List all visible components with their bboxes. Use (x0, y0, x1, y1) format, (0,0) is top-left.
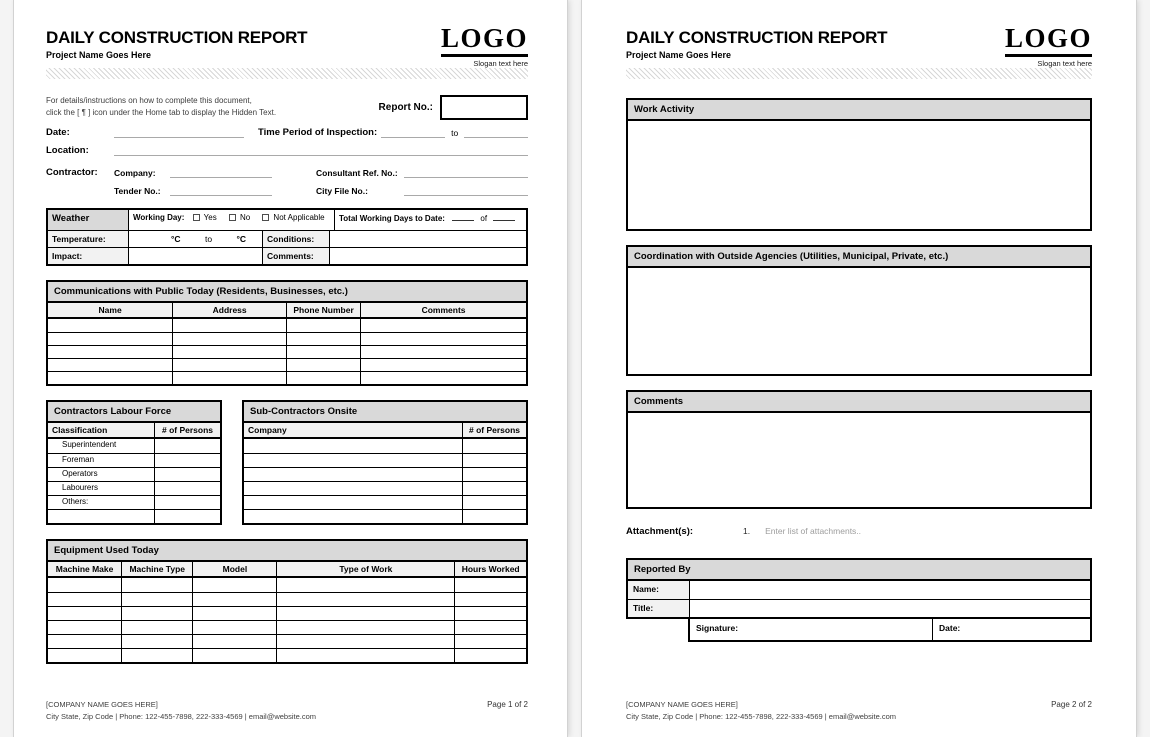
signature-label: Signature: (696, 622, 739, 633)
signature-field[interactable] (690, 619, 933, 640)
signature-date-field[interactable] (933, 619, 1090, 640)
impact-label: Impact: (48, 248, 128, 264)
equipment-row[interactable] (48, 634, 526, 648)
checkbox-no[interactable] (229, 214, 236, 221)
subcontractor-row[interactable] (244, 481, 526, 495)
labour-force-table (46, 400, 222, 525)
weather-comments-label: Comments: (262, 248, 329, 264)
page-footer (626, 699, 1092, 723)
labour-count-field[interactable] (154, 468, 220, 481)
title-field[interactable] (690, 600, 1090, 617)
hatched-divider (46, 68, 528, 79)
document-page-2 (582, 0, 1136, 737)
labour-count-field[interactable] (154, 496, 220, 509)
subcontractors-table (242, 400, 528, 525)
coordination-section (626, 245, 1092, 376)
equipment-row[interactable] (48, 578, 526, 592)
time-period-label: Time Period of Inspection: (258, 126, 378, 138)
col-model: Model (192, 562, 276, 576)
subcontractor-row[interactable] (244, 495, 526, 509)
labour-classification: Foreman (62, 454, 95, 464)
communications-row[interactable] (48, 371, 526, 384)
comments-title: Comments (626, 390, 1092, 413)
page-number: Page 2 of 2 (1051, 700, 1092, 709)
temperature-label: Temperature: (48, 231, 128, 247)
hatched-divider (626, 68, 1092, 79)
project-name-subtitle: Project Name Goes Here (46, 49, 152, 60)
days-count-field[interactable] (452, 213, 474, 221)
weather-title: Weather (48, 210, 128, 230)
equipment-row[interactable] (48, 592, 526, 606)
location-field[interactable] (114, 145, 528, 156)
signature-date-label: Date: (939, 622, 961, 633)
option-no-label: No (239, 212, 251, 222)
work-activity-field[interactable] (626, 121, 1092, 231)
col-machine-make: Machine Make (55, 563, 114, 574)
total-working-days-label: Total Working Days to Date: (339, 213, 445, 223)
to-label: to (451, 127, 459, 138)
communications-row[interactable] (48, 332, 526, 345)
temperature-field[interactable]: °C to °C (128, 231, 262, 247)
coordination-field[interactable] (626, 268, 1092, 376)
logo (440, 23, 528, 68)
labour-classification: Operators (62, 468, 98, 478)
work-activity-title: Work Activity (626, 98, 1092, 121)
comments-section (626, 390, 1092, 509)
instructions-text: For details/instructions on how to complete this document, click the [ ¶ ] icon under the Home tab to display the Hidden Text. (46, 95, 277, 117)
city-file-field[interactable] (404, 185, 528, 196)
communications-table (46, 280, 528, 386)
labour-classification-field[interactable] (48, 510, 154, 523)
impact-field[interactable] (128, 248, 262, 264)
labour-count-field[interactable] (154, 454, 220, 467)
consultant-ref-label: Consultant Ref. No.: (316, 167, 398, 178)
work-activity-section (626, 98, 1092, 231)
date-label: Date: (46, 126, 70, 138)
col-persons: # of Persons (154, 423, 220, 437)
checkbox-not-applicable[interactable] (262, 214, 269, 221)
footer-company: [COMPANY NAME GOES HERE] (46, 700, 158, 709)
document-title: DAILY CONSTRUCTION REPORT (626, 28, 888, 47)
conditions-label: Conditions: (262, 231, 329, 247)
attachment-list-number: 1. (743, 525, 751, 536)
equipment-row[interactable] (48, 648, 526, 662)
labour-classification: Labourers (62, 482, 99, 492)
equipment-row[interactable] (48, 606, 526, 620)
working-day-label: Working Day: (133, 212, 185, 222)
report-no-label: Report No.: (378, 101, 433, 113)
col-machine-type: Machine Type (121, 562, 192, 576)
logo-slogan: Slogan text here (473, 58, 528, 68)
logo-slogan: Slogan text here (1037, 58, 1092, 68)
consultant-ref-field[interactable] (404, 167, 528, 178)
col-type-of-work: Type of Work (276, 562, 454, 576)
labour-classification: Others: (62, 496, 89, 506)
option-yes-label: Yes (203, 212, 217, 222)
page-number: Page 1 of 2 (487, 700, 528, 709)
labour-classification: Superintendent (62, 439, 117, 449)
company-field[interactable] (170, 167, 272, 178)
coordination-title: Coordination with Outside Agencies (Utilities, Municipal, Private, etc.) (626, 245, 1092, 268)
contractor-label: Contractor: (46, 166, 98, 178)
page-header (46, 0, 528, 79)
city-file-label: City File No.: (316, 185, 368, 196)
document-title: DAILY CONSTRUCTION REPORT (46, 28, 308, 47)
attachments-label: Attachment(s): (626, 525, 694, 537)
labour-count-field[interactable] (154, 510, 220, 523)
col-hours-worked: Hours Worked (454, 562, 526, 576)
tender-no-label: Tender No.: (114, 185, 161, 196)
equipment-title: Equipment Used Today (48, 541, 526, 562)
name-field[interactable] (690, 581, 1090, 599)
document-page-1 (14, 0, 567, 737)
location-label: Location: (46, 144, 89, 156)
subcontractor-row[interactable] (244, 439, 526, 453)
weather-comments-field[interactable] (329, 248, 526, 264)
labour-count-field[interactable] (154, 482, 220, 495)
time-from-field[interactable] (381, 127, 445, 138)
subcontractor-row[interactable] (244, 467, 526, 481)
page-footer (46, 699, 528, 723)
footer-contact: City State, Zip Code | Phone: 122-455-7898, 222-333-4569 | email@website.com (46, 712, 316, 721)
weather-table (46, 208, 528, 266)
comments-field[interactable] (626, 413, 1092, 509)
checkbox-yes[interactable] (193, 214, 200, 221)
communications-row[interactable] (48, 345, 526, 358)
col-name: Name (98, 304, 122, 315)
of-label: of (480, 213, 488, 223)
logo-text: LOGO (1005, 26, 1092, 57)
labour-count-field[interactable] (154, 439, 220, 453)
option-na-label: Not Applicable (273, 212, 325, 222)
equipment-table (46, 539, 528, 664)
subcontractors-title: Sub-Contractors Onsite (244, 402, 526, 423)
col-persons: # of Persons (462, 423, 526, 437)
page-header (626, 0, 1092, 79)
col-address: Address (172, 303, 286, 317)
company-label: Company: (114, 167, 156, 178)
communications-row[interactable] (48, 358, 526, 371)
reported-by-title: Reported By (628, 560, 1090, 581)
subcontractor-row[interactable] (244, 509, 526, 523)
name-label: Name: (628, 581, 690, 599)
report-no-field[interactable] (440, 95, 528, 120)
conditions-field[interactable] (329, 231, 526, 247)
communications-title: Communications with Public Today (Residents, Businesses, etc.) (48, 282, 526, 303)
time-to-field[interactable] (464, 127, 528, 138)
col-company: Company (248, 424, 287, 435)
col-phone-number: Phone Number (286, 303, 360, 317)
reported-by-table (626, 558, 1092, 619)
title-label: Title: (628, 600, 690, 617)
attachments-input[interactable]: Enter list of attachments.. (765, 525, 862, 536)
col-classification: Classification (52, 424, 108, 435)
tender-no-field[interactable] (170, 185, 272, 196)
col-comments: Comments (360, 303, 526, 317)
labour-force-title: Contractors Labour Force (48, 402, 220, 423)
subcontractor-row[interactable] (244, 453, 526, 467)
footer-company: [COMPANY NAME GOES HERE] (626, 700, 738, 709)
project-name-subtitle: Project Name Goes Here (626, 49, 732, 60)
communications-row[interactable] (48, 319, 526, 332)
footer-contact: City State, Zip Code | Phone: 122-455-7898, 222-333-4569 | email@website.com (626, 712, 896, 721)
equipment-row[interactable] (48, 620, 526, 634)
signature-row (688, 619, 1092, 642)
logo-text: LOGO (441, 26, 528, 57)
date-field[interactable] (114, 127, 244, 138)
logo (1004, 23, 1092, 68)
days-total-field[interactable] (493, 213, 515, 221)
